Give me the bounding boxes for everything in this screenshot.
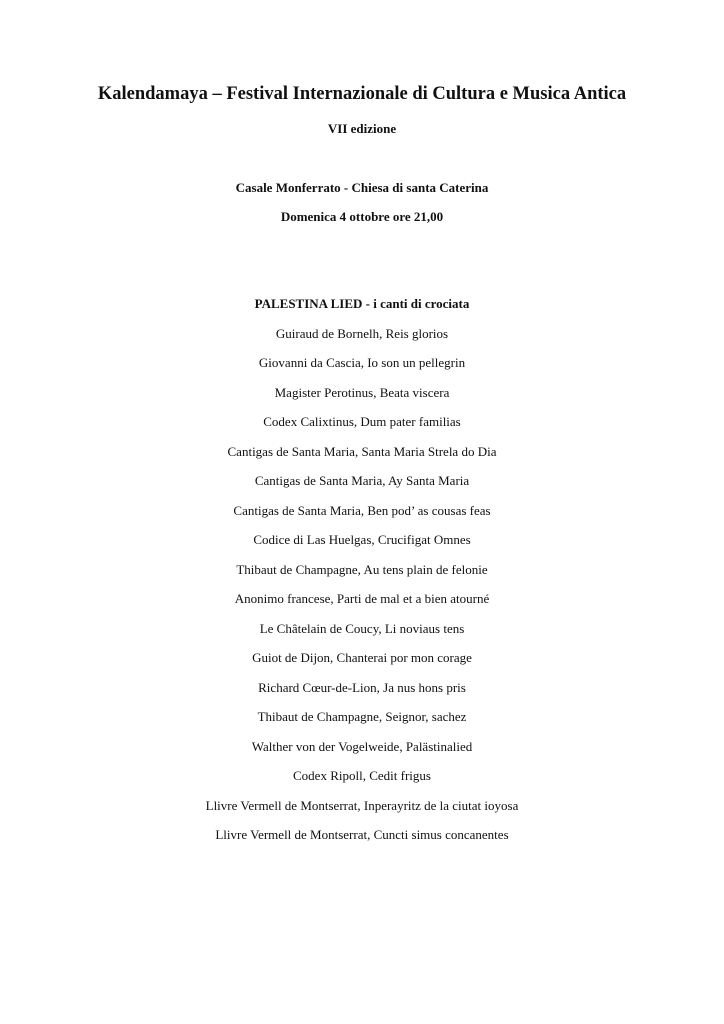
edition-label: VII edizione (327, 121, 397, 136)
program-piece: Codex Calixtinus, Dum pater familias (263, 414, 461, 429)
program-piece: Anonimo francese, Parti de mal et a bien atourné (234, 591, 490, 606)
program-title: PALESTINA LIED - i canti di crociata (254, 296, 470, 311)
program-piece: Le Châtelain de Coucy, Li noviaus tens (259, 621, 465, 636)
program-piece: Codice di Las Huelgas, Crucifigat Omnes (253, 532, 471, 547)
program-piece: Cantigas de Santa Maria, Ben pod’ as cousas feas (233, 503, 491, 518)
event-venue: Casale Monferrato - Chiesa di santa Caterina (235, 180, 489, 195)
program-piece: Codex Ripoll, Cedit frigus (293, 768, 431, 783)
program-piece: Cantigas de Santa Maria, Santa Maria Strela do Dia (227, 444, 497, 459)
festival-title: Kalendamaya – Festival Internazionale di Cultura e Musica Antica (97, 84, 627, 104)
program-piece: Magister Perotinus, Beata viscera (274, 385, 450, 400)
program-piece: Walther von der Vogelweide, Palästinalied (251, 739, 473, 754)
program-piece: Thibaut de Champagne, Seignor, sachez (257, 709, 467, 724)
program-piece: Thibaut de Champagne, Au tens plain de felonie (236, 562, 488, 577)
program-piece: Guiraud de Bornelh, Reis glorios (275, 326, 449, 341)
program-piece: Llivre Vermell de Montserrat, Inperayritz de la ciutat ioyosa (205, 798, 519, 813)
event-date: Domenica 4 ottobre ore 21,00 (280, 209, 444, 224)
program-piece: Llivre Vermell de Montserrat, Cuncti simus concanentes (215, 827, 509, 842)
program-piece: Cantigas de Santa Maria, Ay Santa Maria (254, 473, 470, 488)
program-piece: Giovanni da Cascia, Io son un pellegrin (258, 355, 466, 370)
program-piece: Richard Cœur-de-Lion, Ja nus hons pris (258, 680, 466, 695)
program-piece: Guiot de Dijon, Chanterai por mon corage (252, 650, 472, 665)
